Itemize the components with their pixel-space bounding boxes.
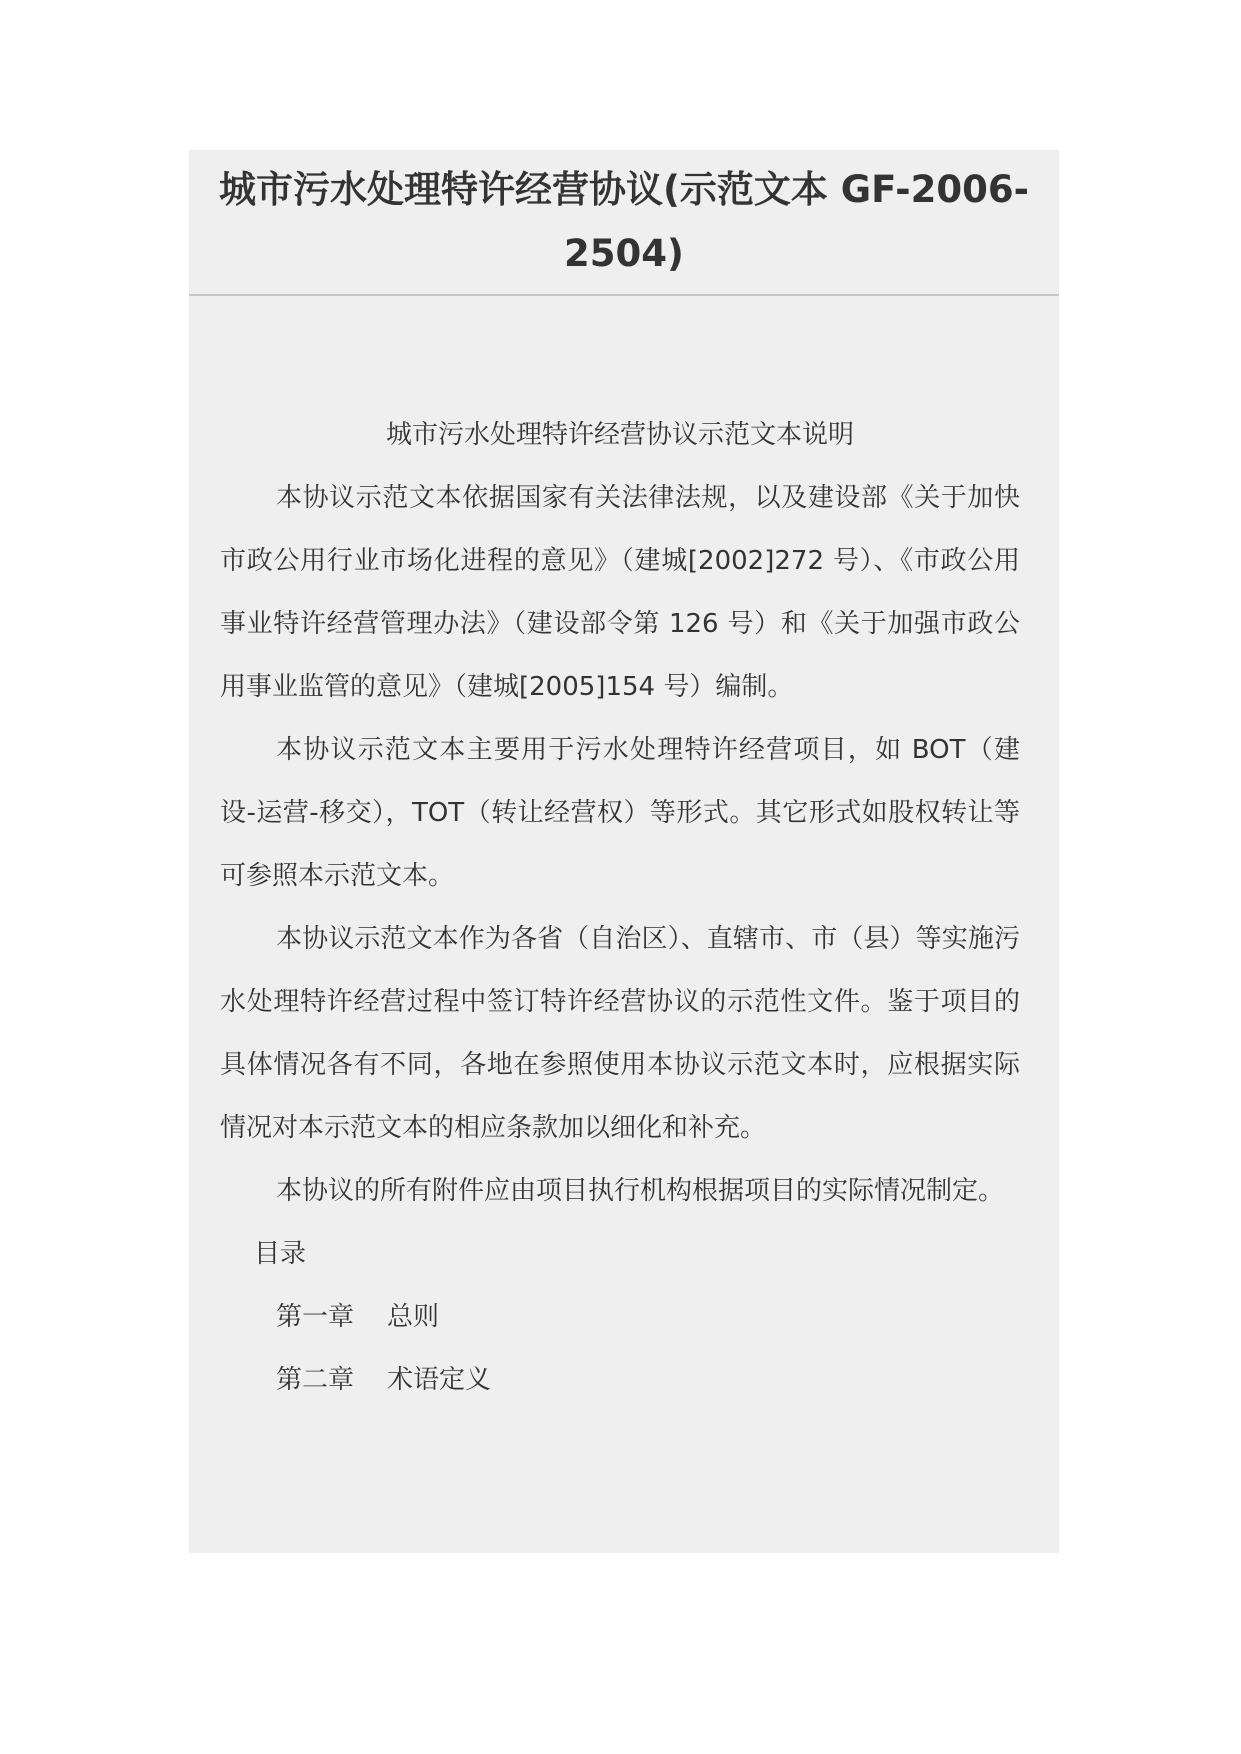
document-body <box>220 404 1020 1412</box>
document-subtitle: 城市污水处理特许经营协议示范文本说明 <box>385 420 854 450</box>
title-bar <box>189 150 1059 296</box>
toc-item[interactable]: 第一章 总则 <box>276 1302 440 1332</box>
paragraph: 本协议的所有附件应由项目执行机构根据项目的实际情况制定。 <box>276 1176 1005 1206</box>
page-title: 城市污水处理特许经营协议(示范文本 GF-2006-2504) <box>219 168 1029 275</box>
toc-heading: 目录 <box>254 1239 307 1269</box>
paragraph: 本协议示范文本作为各省（自治区）、直辖市、市（县）等实施污水处理特许经营过程中签订特许经营协议的示范性文件。鉴于项目的具体情况各有不同，各地在参照使用本协议示范文本时，应根据实际情况对本示范文本的相应条款加以细化和补充。 <box>220 924 1020 1143</box>
document-panel <box>189 150 1059 1553</box>
paragraph: 本协议示范文本依据国家有关法律法规，以及建设部《关于加快市政公用行业市场化进程的意见》（建城[2002]272 号）、《市政公用事业特许经营管理办法》（建设部令第 126 号）和《关于加强市政公用事业监管的意见》（建城[2005]154 号）编制。 <box>220 483 1020 702</box>
paragraph: 本协议示范文本主要用于污水处理特许经营项目，如 BOT（建设-运营-移交），TOT（转让经营权）等形式。其它形式如股权转让等可参照本示范文本。 <box>220 735 1020 891</box>
toc-item[interactable]: 第二章 术语定义 <box>276 1365 492 1395</box>
